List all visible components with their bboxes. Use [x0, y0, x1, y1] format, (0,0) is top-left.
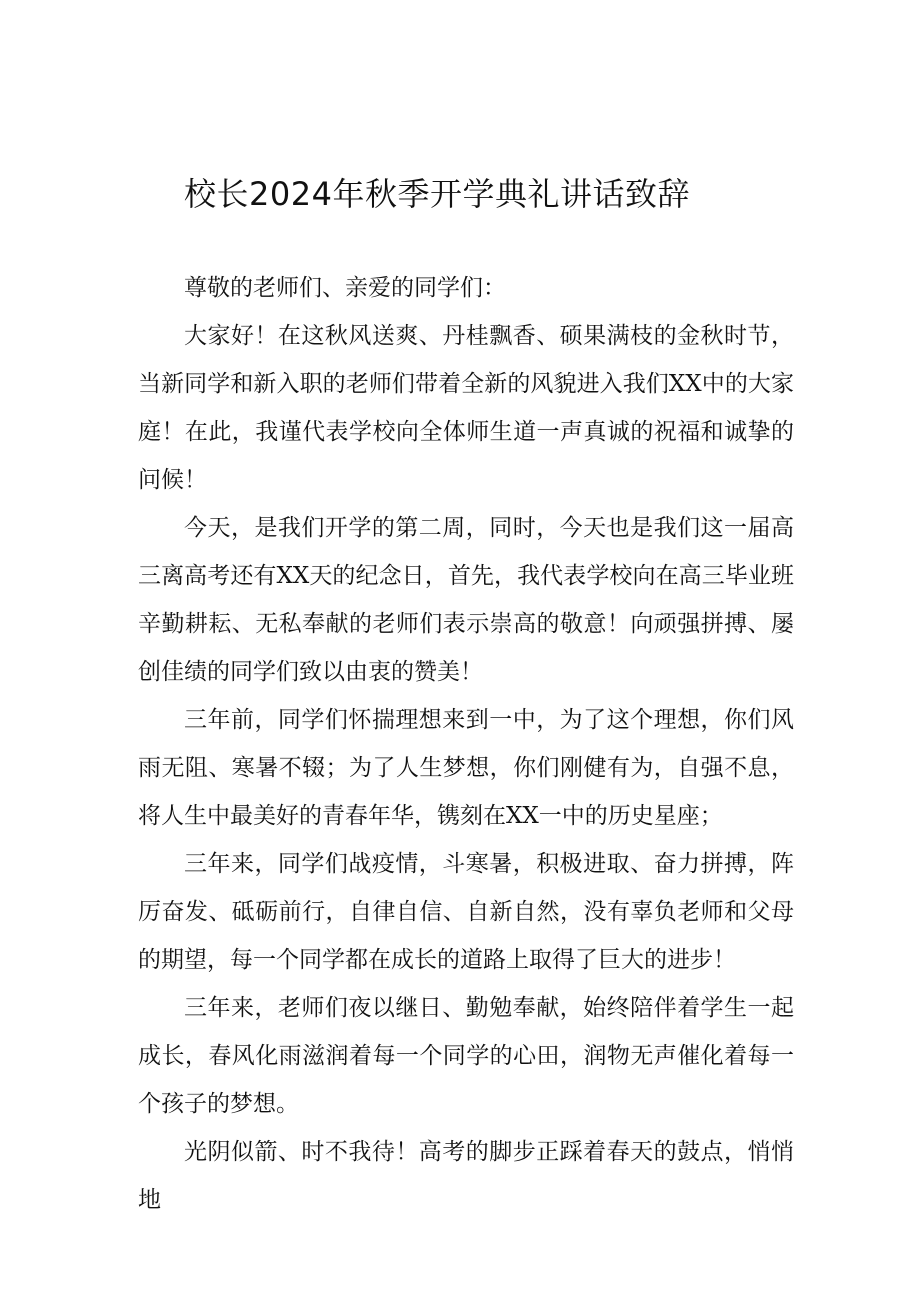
- paragraph-time-flies: 光阴似箭、时不我待！高考的脚步正踩着春天的鼓点，悄悄地: [138, 1139, 794, 1213]
- paragraph-anniversary: 今天，是我们开学的第二周，同时，今天也是我们这一届高三离高考还有XX天的纪念日，首先，我代表学校向在高三毕业班辛勤耕耘、无私奉献的老师们表示崇高的敬意！向顽强拼搏、屡创佳绩的同学们致以由衷的赞美！: [138, 515, 794, 685]
- salutation: 尊敬的老师们、亲爱的同学们：: [184, 275, 506, 301]
- paragraph-greeting: 大家好！在这秋风送爽、丹桂飘香、硕果满枝的金秋时节，当新同学和新入职的老师们带着全新的风貌进入我们XX中的大家庭！在此，我谨代表学校向全体师生道一声真诚的祝福和诚挚的问候！: [138, 323, 794, 493]
- paragraph-three-years-ago: 三年前，同学们怀揣理想来到一中，为了这个理想，你们风雨无阻、寒暑不辍；为了人生梦想，你们刚健有为，自强不息，将人生中最美好的青春年华，镌刻在XX一中的历史星座；: [138, 707, 794, 829]
- paragraph-students-effort: 三年来，同学们战疫情，斗寒暑，积极进取、奋力拼搏，阵厉奋发、砥砺前行，自律自信、自新自然，没有辜负老师和父母的期望，每一个同学都在成长的道路上取得了巨大的进步！: [138, 851, 794, 973]
- document-body: [138, 264, 794, 1224]
- document-title: 校长2024年秋季开学典礼讲话致辞: [184, 175, 690, 213]
- paragraph-teachers-effort: 三年来，老师们夜以继日、勤勉奉献，始终陪伴着学生一起成长，春风化雨滋润着每一个同学的心田，润物无声催化着每一个孩子的梦想。: [138, 995, 794, 1117]
